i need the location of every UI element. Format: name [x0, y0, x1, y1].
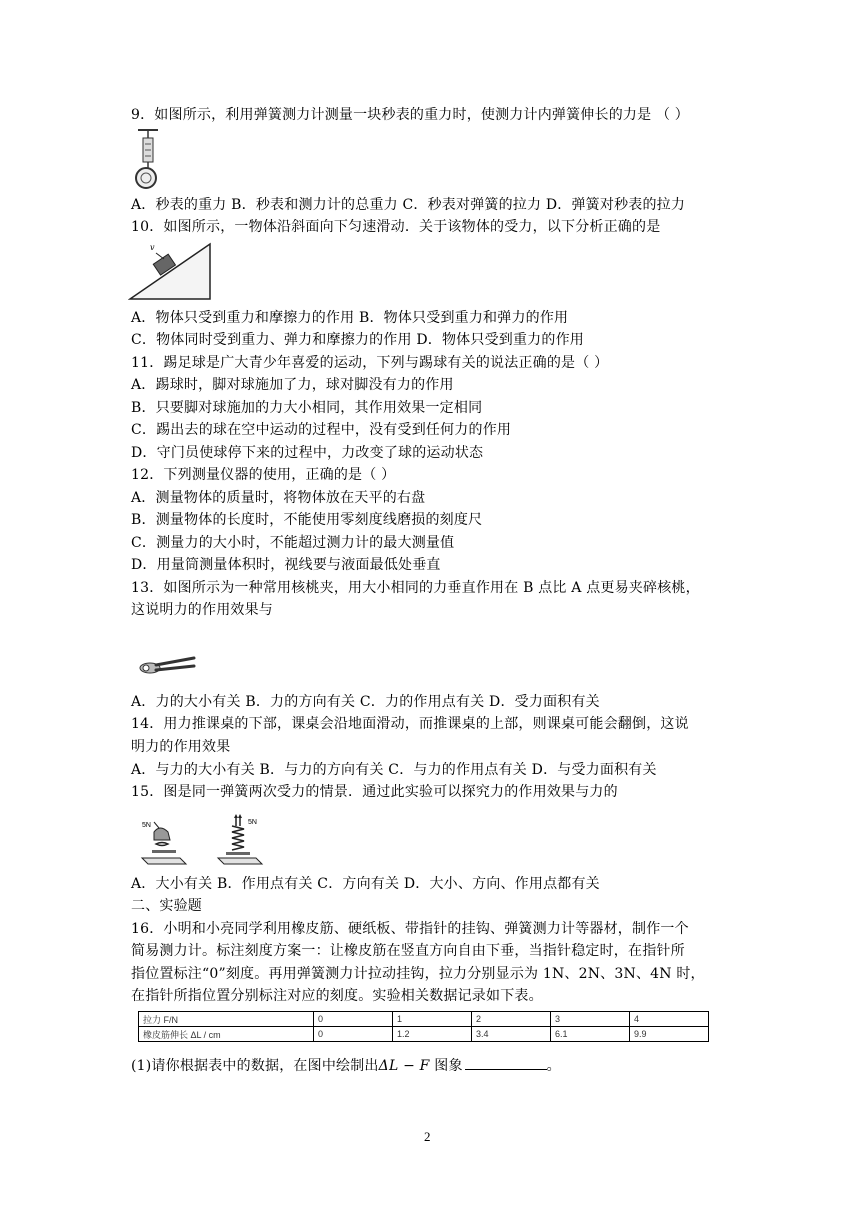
q14-stem-line1: 14．用力推课桌的下部，课桌会沿地面滑动，而推课桌的上部，则课桌可能会翻倒，这说 [131, 716, 689, 732]
q13-stem-line2: 这说明力的作用效果与 [131, 602, 273, 618]
right-force-label: 5N [248, 819, 257, 826]
table-cell: 1 [393, 1012, 472, 1027]
q10-option-cd: C．物体同时受到重力、弹力和摩擦力的作用 D．物体只受到重力的作用 [131, 332, 584, 348]
q15-options: A．大小有关 B．作用点有关 C．方向有关 D．大小、方向、作用点都有关 [131, 876, 600, 892]
table-row [139, 1027, 709, 1042]
q16-line3: 指位置标注“0”刻度。再用弹簧测力计拉动挂钩，拉力分别显示为 1N、2N、3N、4N 时， [131, 966, 705, 982]
q11-option-d: D．守门员使球停下来的过程中，力改变了球的运动状态 [131, 445, 484, 461]
q16-line4: 在指针所指位置分别标注对应的刻度。实验相关数据记录如下表。 [131, 988, 543, 1004]
section-heading: 二、实验题 [131, 898, 202, 914]
q9-options: A．秒表的重力 B．秒表和测力计的总重力 C．秒表对弹簧的拉力 D．弹簧对秒表的拉力 [131, 197, 686, 213]
q14-stem-line2: 明力的作用效果 [131, 739, 231, 755]
q9-stem: 9．如图所示，利用弹簧测力计测量一块秒表的重力时，使测力计内弹簧伸长的力是 （ ） [131, 107, 690, 123]
incline-block-figure [128, 240, 212, 302]
q16-sub1-prefix: (1)请你根据表中的数据，在图中绘制出 [131, 1058, 379, 1074]
answer-blank[interactable] [465, 1055, 547, 1070]
table-row [139, 1012, 709, 1027]
q16-sub1-end: 。 [546, 1058, 561, 1074]
q11-stem: 11．踢足球是广大青少年喜爱的运动，下列与踢球有关的说法正确的是（ ） [131, 355, 609, 371]
q10-stem: 10．如图所示，一物体沿斜面向下匀速滑动．关于该物体的受力，以下分析正确的是 [131, 219, 661, 235]
velocity-label: v [150, 243, 155, 252]
table-cell: 9.9 [630, 1027, 709, 1042]
table-cell: 1.2 [393, 1027, 472, 1042]
q12-stem: 12．下列测量仪器的使用，正确的是（ ） [131, 467, 396, 483]
q12-option-d: D．用量筒测量体积时，视线要与液面最低处垂直 [131, 557, 441, 573]
q11-option-c: C．踢出去的球在空中运动的过程中，没有受到任何力的作用 [131, 422, 512, 438]
nutcracker-figure [138, 652, 198, 678]
q16-sub1 [131, 1055, 561, 1076]
table-cell: 2 [472, 1012, 551, 1027]
spring-comparison-figure [140, 814, 264, 868]
table-cell: 6.1 [551, 1027, 630, 1042]
q12-option-c: C．测量力的大小时，不能超过测力计的最大测量值 [131, 535, 455, 551]
table-cell: 0 [314, 1027, 393, 1042]
left-force-label: 5N [142, 822, 151, 829]
q11-option-b: B．只要脚对球施加的力大小相同，其作用效果一定相同 [131, 400, 483, 416]
q11-option-a: A．踢球时，脚对球施加了力，球对脚没有力的作用 [131, 377, 454, 393]
q13-options: A．力的大小有关 B．力的方向有关 C．力的作用点有关 D．受力面积有关 [131, 694, 600, 710]
table-cell: 4 [630, 1012, 709, 1027]
q12-option-a: A．测量物体的质量时，将物体放在天平的右盘 [131, 490, 426, 506]
q13-stem-line1: 13．如图所示为一种常用核桃夹，用大小相同的力垂直作用在 B 点比 A 点更易夹碎核桃， [131, 580, 700, 596]
table-cell: 0 [314, 1012, 393, 1027]
q16-line1: 16．小明和小亮同学利用橡皮筋、硬纸板、带指针的挂钩、弹簧测力计等器材，制作一个 [131, 921, 689, 937]
table-cell: 3.4 [472, 1027, 551, 1042]
q12-option-b: B．测量物体的长度时，不能使用零刻度线磨损的刻度尺 [131, 512, 483, 528]
data-table [138, 1011, 709, 1042]
table-cell: 3 [551, 1012, 630, 1027]
spring-scale-stopwatch-figure [130, 128, 166, 190]
q10-option-ab: A．物体只受到重力和摩擦力的作用 B．物体只受到重力和弹力的作用 [131, 310, 569, 326]
q16-sub1-formula: ΔL − F [378, 1058, 430, 1074]
q15-stem: 15．图是同一弹簧两次受力的情景．通过此实验可以探究力的作用效果与力的 [131, 784, 618, 800]
q14-options: A．与力的大小有关 B．与力的方向有关 C．与力的作用点有关 D．与受力面积有关 [131, 762, 657, 778]
q16-sub1-mid: 图象 [429, 1058, 463, 1074]
row-label-extension: 橡皮筋伸长 ΔL / cm [139, 1027, 314, 1042]
page-number: 2 [424, 1129, 431, 1144]
q16-line2: 简易测力计。标注刻度方案一：让橡皮筋在竖直方向自由下垂，当指针稳定时，在指针所 [131, 943, 685, 959]
row-label-force: 拉力 F/N [139, 1012, 314, 1027]
